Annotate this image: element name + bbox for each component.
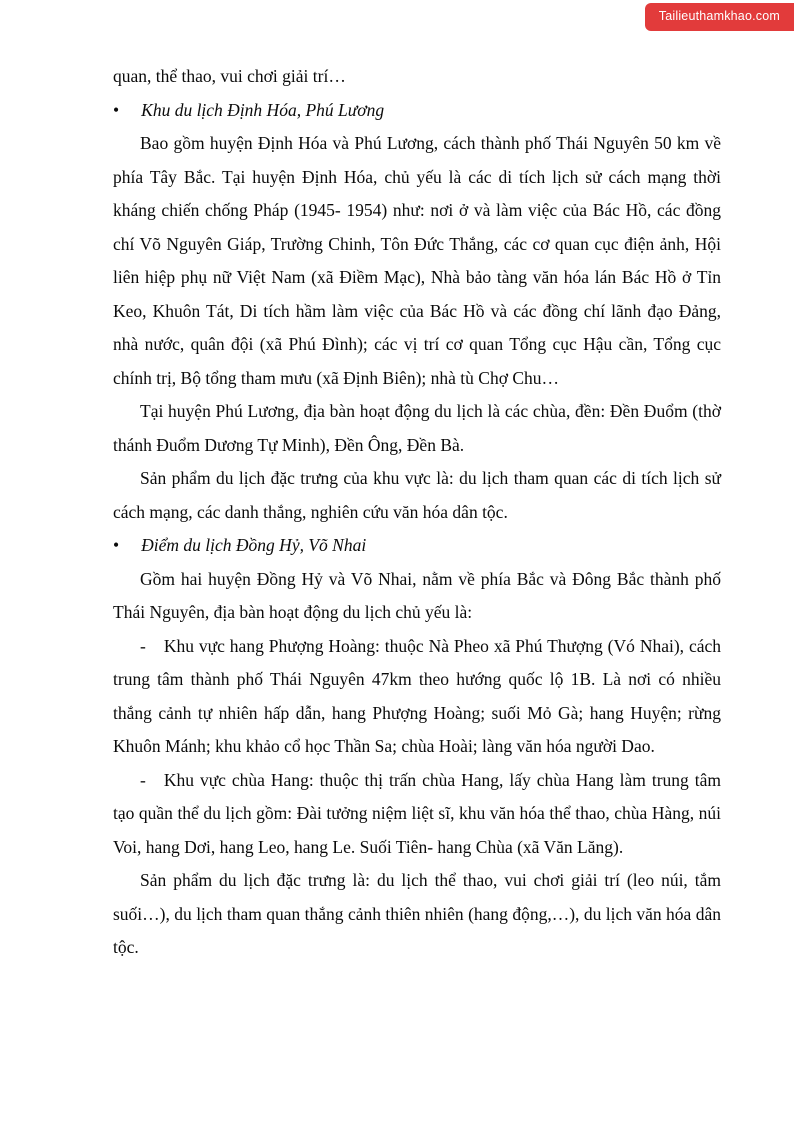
paragraph: Bao gồm huyện Định Hóa và Phú Lương, cách thành phố Thái Nguyên 50 km về phía Tây Bắc. Tại huyện Định Hóa, chủ yếu là các di tích lịch sử cách mạng thời kháng chiến chống Pháp (1945- 1954) như: nơi ở và làm việc của Bác Hồ, các đồng chí Võ Nguyên Giáp, Trường Chinh, Tôn Đức Thắng, các cơ quan cục điện ảnh, Hội liên hiệp phụ nữ Việt Nam (xã Điềm Mạc), Nhà bảo tàng văn hóa lán Bác Hồ ở Tỉn Keo, Khuôn Tát, Di tích hầm làm việc của Bác Hồ và các đồng chí lãnh đạo Đảng, nhà nước, quân đội (xã Phú Đình); các vị trí cơ quan Tổng cục Hậu cần, Tổng cục chính trị, Bộ tổng tham mưu (xã Định Biên); nhà tù Chợ Chu…	[113, 133, 721, 388]
watermark-badge: Tailieuthamkhao.com	[645, 3, 794, 31]
paragraph: Sản phẩm du lịch đặc trưng là: du lịch thể thao, vui chơi giải trí (leo núi, tắm suối…), du lịch tham quan thắng cảnh thiên nhiên (hang động,…), du lịch văn hóa dân tộc.	[113, 870, 721, 957]
paragraph-continuation: quan, thể thao, vui chơi giải trí…	[113, 66, 346, 86]
dash-marker: -	[140, 769, 146, 790]
bullet-item-text: Khu du lịch Định Hóa, Phú Lương	[141, 99, 385, 120]
dash-item-text: Khu vực chùa Hang: thuộc thị trấn chùa Hang, lấy chùa Hang làm trung tâm tạo quần thể du lịch gồm: Đài tưởng niệm liệt sĩ, khu văn hóa thể thao, chùa Hàng, núi Voi, hang Dơi, hang Leo, hang Le. Suối Tiên- hang Chùa (xã Văn Lăng).	[113, 769, 721, 857]
dash-list-item	[113, 630, 721, 764]
bullet-list-item	[113, 94, 721, 128]
dash-item-text: Khu vực hang Phượng Hoàng: thuộc Nà Pheo xã Phú Thượng (Vó Nhai), cách trung tâm thành phố Thái Nguyên 47km theo hướng quốc lộ 1B. Là nơi có nhiều thắng cảnh tự nhiên hấp dẫn, hang Phượng Hoàng; suối Mỏ Gà; hang Huyện; rừng Khuôn Mánh; khu khảo cổ học Thần Sa; chùa Hoài; làng văn hóa người Dao.	[113, 635, 721, 756]
paragraph: Tại huyện Phú Lương, địa bàn hoạt động du lịch là các chùa, đền: Đền Đuổm (thờ thánh Đuổm Dương Tự Minh), Đền Ông, Đền Bà.	[113, 401, 721, 455]
bullet-list-item	[113, 529, 721, 563]
document-content	[113, 60, 721, 965]
bullet-item-text: Điểm du lịch Đồng Hỷ, Võ Nhai	[141, 535, 367, 555]
bullet-icon: •	[113, 535, 120, 555]
dash-list-item	[113, 764, 721, 865]
dash-marker: -	[140, 635, 146, 656]
bullet-icon: •	[113, 99, 120, 120]
paragraph: Sản phẩm du lịch đặc trưng của khu vực là: du lịch tham quan các di tích lịch sử cách mạng, các danh thắng, nghiên cứu văn hóa dân tộc.	[113, 468, 721, 522]
paragraph: Gồm hai huyện Đồng Hỷ và Võ Nhai, nằm về phía Bắc và Đông Bắc thành phố Thái Nguyên, địa bàn hoạt động du lịch chủ yếu là:	[113, 568, 721, 622]
